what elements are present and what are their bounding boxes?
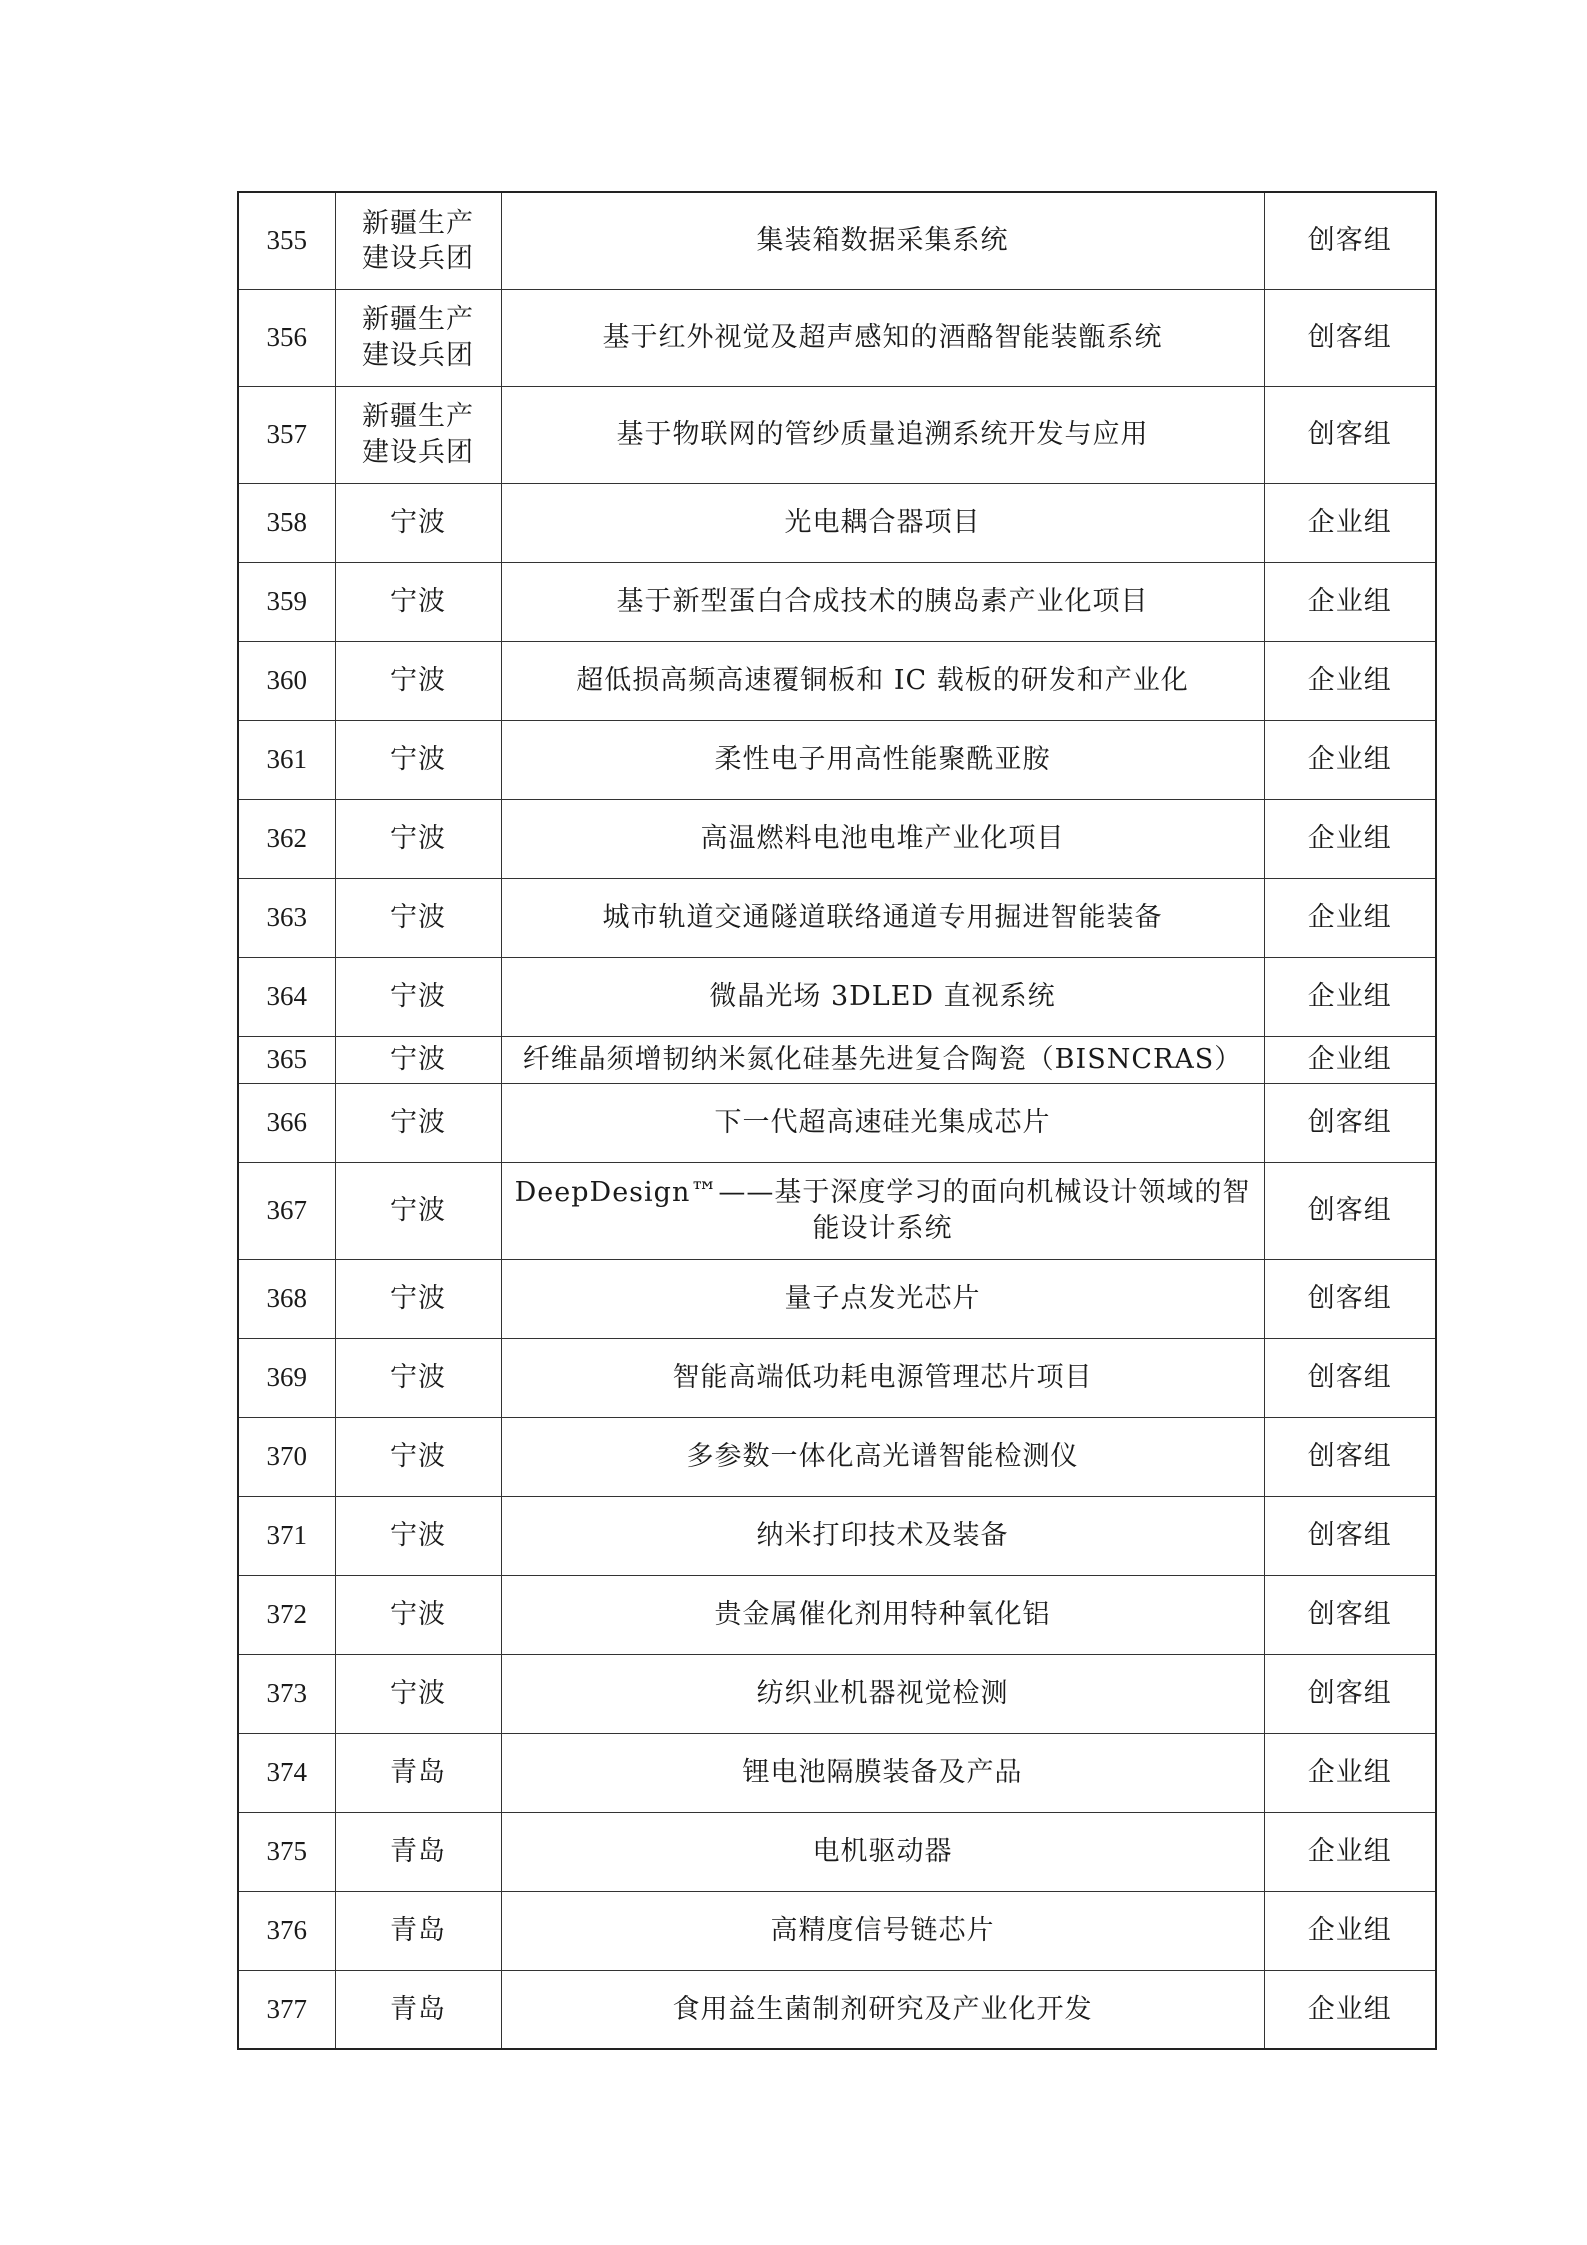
region-cell: 宁波 xyxy=(335,720,501,799)
group-cell: 企业组 xyxy=(1264,1733,1436,1812)
group-cell: 创客组 xyxy=(1264,1575,1436,1654)
group-cell: 企业组 xyxy=(1264,878,1436,957)
table-row xyxy=(238,1733,1436,1812)
project-table xyxy=(237,191,1437,2050)
region-cell: 宁波 xyxy=(335,641,501,720)
project-name-cell: 超低损高频高速覆铜板和 IC 载板的研发和产业化 xyxy=(501,641,1264,720)
project-name-cell: 基于红外视觉及超声感知的酒酪智能装甑系统 xyxy=(501,289,1264,386)
row-number-cell: 357 xyxy=(238,386,335,483)
region-cell: 新疆生产 建设兵团 xyxy=(335,192,501,289)
project-name-cell: 智能高端低功耗电源管理芯片项目 xyxy=(501,1338,1264,1417)
table-row xyxy=(238,1812,1436,1891)
row-number-cell: 368 xyxy=(238,1259,335,1338)
project-name-cell: 电机驱动器 xyxy=(501,1812,1264,1891)
row-number-cell: 360 xyxy=(238,641,335,720)
group-cell: 企业组 xyxy=(1264,799,1436,878)
project-name-cell: 高精度信号链芯片 xyxy=(501,1891,1264,1970)
row-number-cell: 370 xyxy=(238,1417,335,1496)
group-cell: 企业组 xyxy=(1264,562,1436,641)
table-body xyxy=(238,192,1436,2049)
project-name-cell: 贵金属催化剂用特种氧化铝 xyxy=(501,1575,1264,1654)
region-cell: 宁波 xyxy=(335,1162,501,1259)
table-row xyxy=(238,799,1436,878)
row-number-cell: 367 xyxy=(238,1162,335,1259)
region-cell: 青岛 xyxy=(335,1812,501,1891)
region-cell: 青岛 xyxy=(335,1891,501,1970)
table-row xyxy=(238,483,1436,562)
group-cell: 创客组 xyxy=(1264,1654,1436,1733)
row-number-cell: 366 xyxy=(238,1083,335,1162)
region-cell: 宁波 xyxy=(335,957,501,1036)
table-row xyxy=(238,878,1436,957)
group-cell: 创客组 xyxy=(1264,1259,1436,1338)
group-cell: 创客组 xyxy=(1264,1417,1436,1496)
row-number-cell: 365 xyxy=(238,1036,335,1083)
project-name-cell: 基于新型蛋白合成技术的胰岛素产业化项目 xyxy=(501,562,1264,641)
project-name-cell: 光电耦合器项目 xyxy=(501,483,1264,562)
group-cell: 企业组 xyxy=(1264,641,1436,720)
row-number-cell: 356 xyxy=(238,289,335,386)
group-cell: 创客组 xyxy=(1264,1083,1436,1162)
row-number-cell: 375 xyxy=(238,1812,335,1891)
row-number-cell: 361 xyxy=(238,720,335,799)
group-cell: 创客组 xyxy=(1264,289,1436,386)
table-row xyxy=(238,289,1436,386)
table-row xyxy=(238,1338,1436,1417)
group-cell: 创客组 xyxy=(1264,386,1436,483)
group-cell: 创客组 xyxy=(1264,1338,1436,1417)
group-cell: 企业组 xyxy=(1264,483,1436,562)
row-number-cell: 359 xyxy=(238,562,335,641)
project-name-cell: 量子点发光芯片 xyxy=(501,1259,1264,1338)
row-number-cell: 362 xyxy=(238,799,335,878)
project-name-cell: 基于物联网的管纱质量追溯系统开发与应用 xyxy=(501,386,1264,483)
project-name-cell: 集装箱数据采集系统 xyxy=(501,192,1264,289)
row-number-cell: 376 xyxy=(238,1891,335,1970)
region-cell: 宁波 xyxy=(335,483,501,562)
project-name-cell: 下一代超高速硅光集成芯片 xyxy=(501,1083,1264,1162)
region-cell: 青岛 xyxy=(335,1970,501,2049)
region-cell: 宁波 xyxy=(335,1417,501,1496)
group-cell: 企业组 xyxy=(1264,720,1436,799)
table-row xyxy=(238,1970,1436,2049)
row-number-cell: 363 xyxy=(238,878,335,957)
table-row xyxy=(238,386,1436,483)
project-name-cell: DeepDesign™——基于深度学习的面向机械设计领域的智能设计系统 xyxy=(501,1162,1264,1259)
project-name-cell: 柔性电子用高性能聚酰亚胺 xyxy=(501,720,1264,799)
group-cell: 创客组 xyxy=(1264,1162,1436,1259)
table-row xyxy=(238,720,1436,799)
row-number-cell: 377 xyxy=(238,1970,335,2049)
project-name-cell: 纺织业机器视觉检测 xyxy=(501,1654,1264,1733)
region-cell: 宁波 xyxy=(335,1083,501,1162)
group-cell: 企业组 xyxy=(1264,957,1436,1036)
row-number-cell: 358 xyxy=(238,483,335,562)
group-cell: 企业组 xyxy=(1264,1812,1436,1891)
region-cell: 宁波 xyxy=(335,1654,501,1733)
table-row xyxy=(238,1083,1436,1162)
row-number-cell: 374 xyxy=(238,1733,335,1812)
region-cell: 新疆生产 建设兵团 xyxy=(335,386,501,483)
region-cell: 宁波 xyxy=(335,1259,501,1338)
group-cell: 企业组 xyxy=(1264,1036,1436,1083)
project-name-cell: 微晶光场 3DLED 直视系统 xyxy=(501,957,1264,1036)
region-cell: 宁波 xyxy=(335,1338,501,1417)
document-page xyxy=(237,191,1437,2050)
table-row xyxy=(238,1162,1436,1259)
table-row xyxy=(238,1036,1436,1083)
project-name-cell: 高温燃料电池电堆产业化项目 xyxy=(501,799,1264,878)
region-cell: 宁波 xyxy=(335,1575,501,1654)
row-number-cell: 373 xyxy=(238,1654,335,1733)
row-number-cell: 364 xyxy=(238,957,335,1036)
table-row xyxy=(238,1654,1436,1733)
region-cell: 宁波 xyxy=(335,562,501,641)
region-cell: 宁波 xyxy=(335,1496,501,1575)
region-cell: 宁波 xyxy=(335,878,501,957)
row-number-cell: 369 xyxy=(238,1338,335,1417)
project-name-cell: 纳米打印技术及装备 xyxy=(501,1496,1264,1575)
table-row xyxy=(238,641,1436,720)
group-cell: 创客组 xyxy=(1264,192,1436,289)
table-row xyxy=(238,1891,1436,1970)
project-name-cell: 多参数一体化高光谱智能检测仪 xyxy=(501,1417,1264,1496)
project-name-cell: 锂电池隔膜装备及产品 xyxy=(501,1733,1264,1812)
region-cell: 宁波 xyxy=(335,1036,501,1083)
table-row xyxy=(238,1496,1436,1575)
table-row xyxy=(238,192,1436,289)
row-number-cell: 371 xyxy=(238,1496,335,1575)
project-name-cell: 纤维晶须增韧纳米氮化硅基先进复合陶瓷（BISNCRAS） xyxy=(501,1036,1264,1083)
table-row xyxy=(238,957,1436,1036)
group-cell: 企业组 xyxy=(1264,1891,1436,1970)
region-cell: 青岛 xyxy=(335,1733,501,1812)
project-name-cell: 食用益生菌制剂研究及产业化开发 xyxy=(501,1970,1264,2049)
table-row xyxy=(238,1575,1436,1654)
region-cell: 新疆生产 建设兵团 xyxy=(335,289,501,386)
region-cell: 宁波 xyxy=(335,799,501,878)
table-row xyxy=(238,1259,1436,1338)
table-row xyxy=(238,562,1436,641)
table-row xyxy=(238,1417,1436,1496)
project-name-cell: 城市轨道交通隧道联络通道专用掘进智能装备 xyxy=(501,878,1264,957)
row-number-cell: 355 xyxy=(238,192,335,289)
group-cell: 创客组 xyxy=(1264,1496,1436,1575)
row-number-cell: 372 xyxy=(238,1575,335,1654)
group-cell: 企业组 xyxy=(1264,1970,1436,2049)
